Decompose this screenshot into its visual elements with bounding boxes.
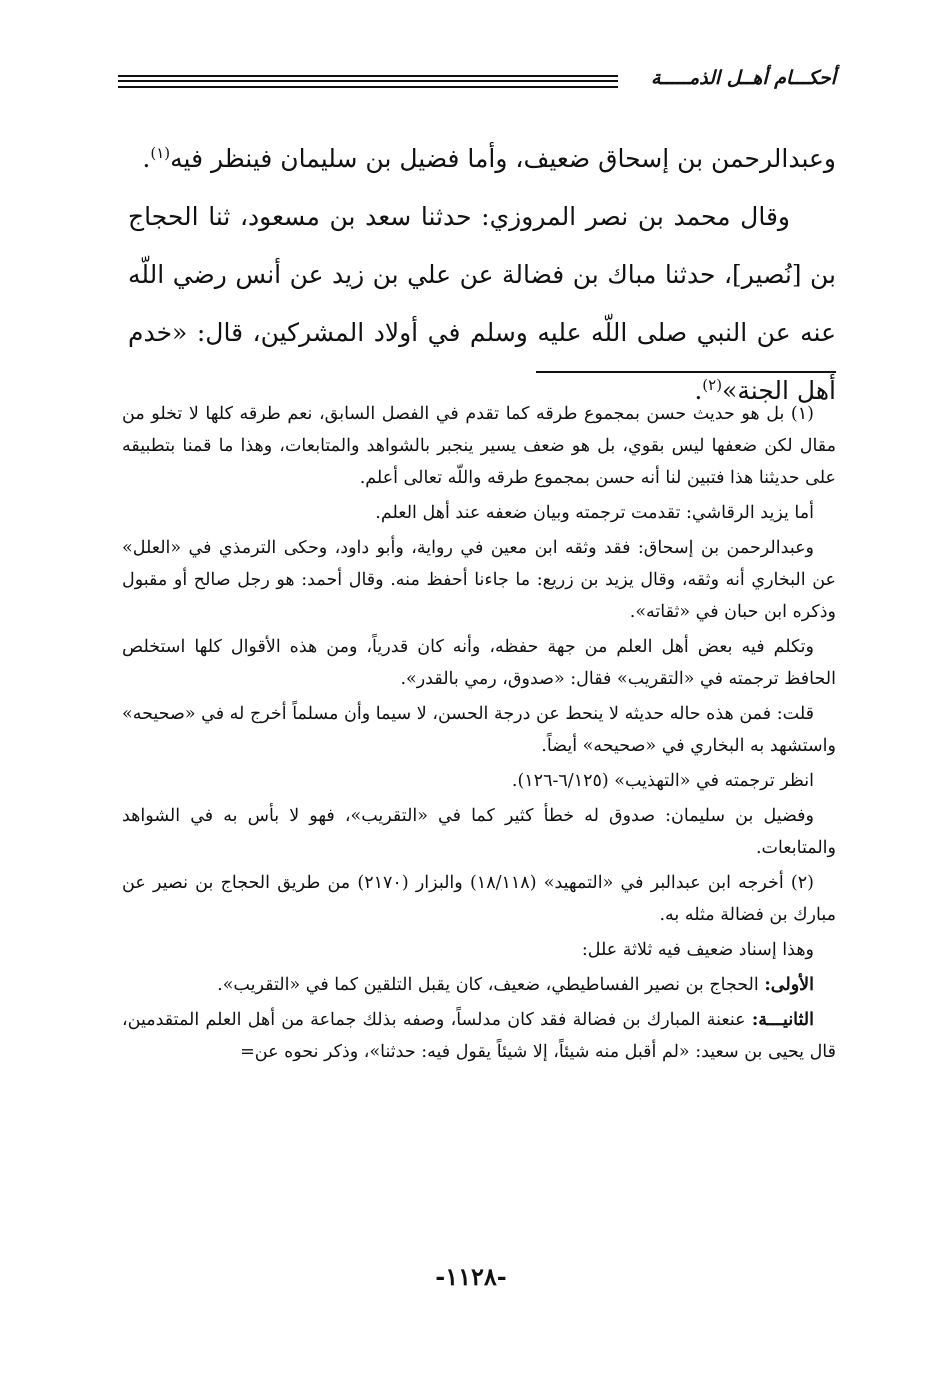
footnote-paragraph: انظر ترجمته في «التهذيب» (٦/١٢٥-١٢٦). xyxy=(511,771,814,791)
footnote-paragraph: (١) بل هو حديث حسن بمجموع طرقه كما تقدم في الفصل السابق، نعم طرقه كلها لا تخلو من مقال لكن ضعفها ليس بقوي، بل هو ضعف يسير ينجبر بالشواهد والمتابعات، وهذا ما قمنا بتطبيقه على حديثنا هذا فتبين لنا أنه حسن بمجموع طرقه واللّه تعالى أعلم. xyxy=(122,404,836,488)
illness-item xyxy=(122,1004,836,1068)
footnote-paragraph: قلت: فمن هذه حاله حديثه لا ينحط عن درجة الحسن، لا سيما وأن مسلماً أخرج له في «صحيحه» واستشهد به البخاري في «صحيحه» أيضاً. xyxy=(122,704,836,756)
page-number: -١١٢٨- xyxy=(435,1262,507,1291)
paragraph-end: . xyxy=(142,144,151,173)
illness-text: عنعنة المبارك بن فضالة فقد كان مدلساً، وصفه بذلك جماعة من أهل العلم المتقدمين، قال يحيى بن سعيد: «لم أقبل منه شيئاً، إلا شيئاً يقول فيه: حدثنا»، وذكر نحوه عن= xyxy=(122,1010,836,1062)
running-header xyxy=(118,62,836,98)
footnote-paragraph: أما يزيد الرقاشي: تقدمت ترجمته وبيان ضعفه عند أهل العلم. xyxy=(375,503,814,523)
footnote-reference: (١) xyxy=(150,144,171,162)
illness-lead: الأولى: xyxy=(764,975,814,995)
illness-item xyxy=(122,969,836,1001)
footnote-reference: (٢) xyxy=(702,376,723,394)
footnote-separator xyxy=(536,371,836,373)
main-text xyxy=(128,130,836,420)
paragraph-text: وعبدالرحمن بن إسحاق ضعيف، وأما فضيل بن سليمان فينظر فيه xyxy=(170,144,836,173)
illness-lead: الثانيـــة: xyxy=(751,1010,814,1030)
main-paragraph xyxy=(128,188,836,420)
footnote-paragraph: وفضيل بن سليمان: صدوق له خطأ كثير كما في «التقريب»، فهو لا بأس به في الشواهد والمتابعات. xyxy=(122,806,836,858)
illness-text: الحجاج بن نصير الفساطيطي، ضعيف، كان يقبل التلقين كما في «التقريب». xyxy=(217,975,765,995)
footnote-paragraph: وهذا إسناد ضعيف فيه ثلاثة علل: xyxy=(581,940,814,960)
footnote-paragraph: (٢) أخرجه ابن عبدالبر في «التمهيد» (١٨/١١٨) والبزار (٢١٧٠) من طريق الحجاج بن نصير عن مبارك بن فضالة مثله به. xyxy=(122,873,836,925)
header-rule xyxy=(118,86,618,88)
footnote-paragraph: وعبدالرحمن بن إسحاق: فقد وثقه ابن معين في رواية، وأبو داود، وحكى الترمذي في «العلل» عن البخاري أنه وثقه، وقال يزيد بن زريع: ما جاءنا أحفظ منه. وقال أحمد: هو رجل صالح أو مقبول وذكره ابن حبان في «ثقاته». xyxy=(122,538,836,622)
header-rule xyxy=(118,80,618,82)
footnote-paragraph: وتكلم فيه بعض أهل العلم من جهة حفظه، وأنه كان قدرياً، ومن هذه الأقوال كلها استخلص الحافظ ترجمته في «التقريب» فقال: «صدوق، رمي بالقدر». xyxy=(122,637,836,689)
main-paragraph xyxy=(128,130,836,188)
paragraph-text: وقال محمد بن نصر المروزي: حدثنا سعد بن مسعود، ثنا الحجاج بن [نُصير]، حدثنا مباك بن فضالة عن علي بن زيد عن أنس رضي اللّه عنه عن النبي صلى اللّه عليه وسلم في أولاد المشركين، قال: «خدم أهل الجنة» xyxy=(128,202,836,405)
header-rule xyxy=(118,75,618,77)
running-title: أحكـــام أهــل الذمـــــة xyxy=(650,67,836,89)
paragraph-end: . xyxy=(694,376,703,405)
footnotes xyxy=(122,398,836,1071)
